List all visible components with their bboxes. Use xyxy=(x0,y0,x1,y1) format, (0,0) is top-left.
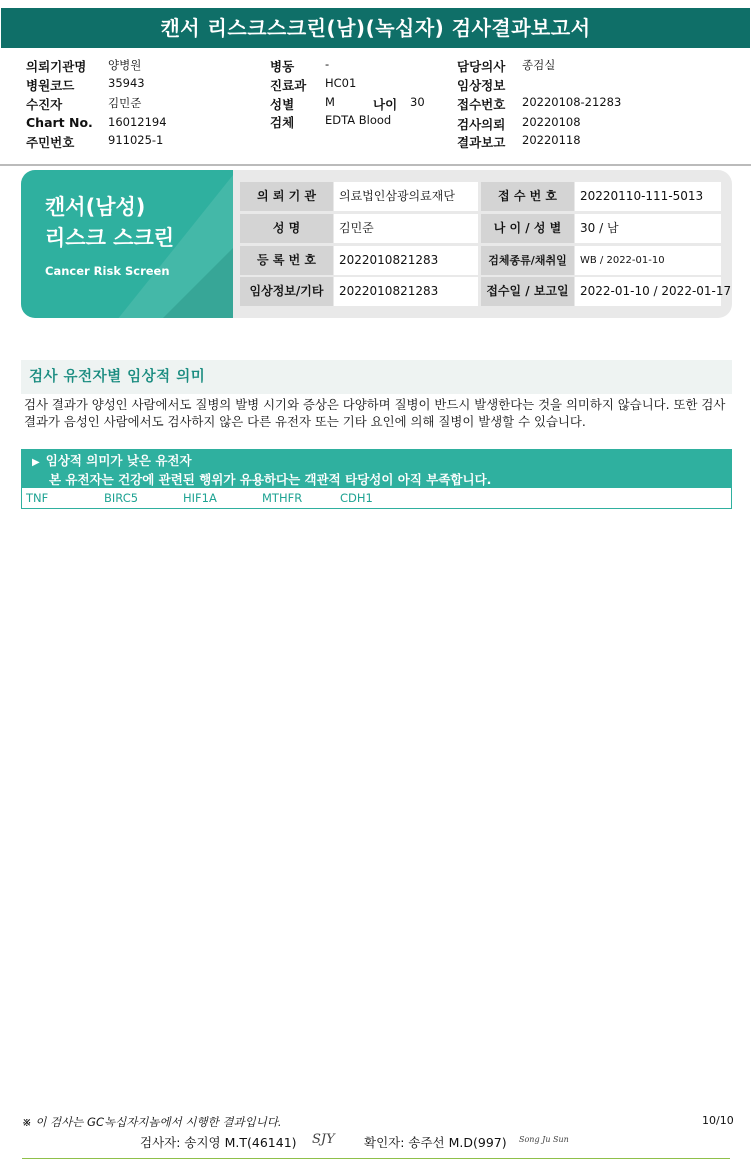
info-row-sex xyxy=(270,95,335,113)
card-title xyxy=(45,192,174,254)
card-label-name: 성 명 xyxy=(240,214,333,243)
gene-item: TNF xyxy=(26,491,49,505)
footer-note: ※ 이 검사는 GC녹십자지놈에서 시행한 결과입니다. xyxy=(22,1115,282,1129)
info-label: 나이 xyxy=(373,97,398,112)
card-label-dates: 접수일 / 보고일 xyxy=(481,277,574,306)
gene-group-description: 본 유전자는 건강에 관련된 행위가 유용하다는 객관적 타당성이 아직 부족합니다. xyxy=(49,472,492,487)
card-value-name: 김민준 xyxy=(334,214,478,243)
info-value: 20220108 xyxy=(522,115,581,129)
info-row-clinical-info xyxy=(457,76,505,94)
info-row-doctor xyxy=(457,57,556,75)
card-subtitle: Cancer Risk Screen xyxy=(45,264,170,278)
info-label: 병원코드 xyxy=(26,78,75,93)
info-value: HC01 xyxy=(325,76,357,90)
info-value: - xyxy=(325,57,330,71)
section-description: 검사 결과가 양성인 사람에서도 질병의 발병 시기와 증상은 다양하며 질병이 반드시 발생한다는 것을 의미하지 않습니다. 또한 검사 결과가 음성인 사람에서도 검사하지 않은 다른 유전자 또는 기타 요인에 의해 질병이 발생할 수 있습니다. xyxy=(24,397,726,429)
info-row-receipt-no xyxy=(457,95,622,113)
card-label-age-sex: 나 이 / 성 별 xyxy=(481,214,574,243)
info-row-hospital-code xyxy=(26,76,145,94)
info-value: EDTA Blood xyxy=(325,113,392,127)
card-value-clinical: 2022010821283 xyxy=(334,277,478,306)
gene-item: BIRC5 xyxy=(104,491,139,505)
card-label-specimen: 검체종류/채취일 xyxy=(481,246,574,275)
section-title: 검사 유전자별 임상적 의미 xyxy=(21,360,732,394)
info-value: 20220118 xyxy=(522,133,581,147)
info-label: 검사의뢰 xyxy=(457,117,506,132)
card-value-dates: 2022-01-10 / 2022-01-17 xyxy=(575,277,721,306)
card-label-clinical: 임상정보/기타 xyxy=(240,277,333,306)
info-label: 진료과 xyxy=(270,78,307,93)
info-label: 병동 xyxy=(270,59,295,74)
info-row-age xyxy=(373,95,425,113)
info-label: 성별 xyxy=(270,97,295,112)
info-value: 양병원 xyxy=(108,58,142,72)
info-label: 의뢰기관명 xyxy=(26,59,87,74)
card-label-receipt-no: 접 수 번 호 xyxy=(481,182,574,211)
tester-signature: SJY xyxy=(312,1132,335,1147)
card-value-reg-no: 2022010821283 xyxy=(334,246,478,275)
footer-divider xyxy=(22,1158,730,1159)
gene-group-title: 임상적 의미가 낮은 유전자 xyxy=(45,453,192,468)
card-label-institution: 의 뢰 기 관 xyxy=(240,182,333,211)
card-value-institution: 의료법인삼광의료재단 xyxy=(334,182,478,211)
info-row-department xyxy=(270,76,357,94)
info-label: 결과보고 xyxy=(457,135,506,150)
info-row-ward xyxy=(270,57,330,75)
card-label-reg-no: 등 록 번 호 xyxy=(240,246,333,275)
info-row-hospital xyxy=(26,57,142,75)
card-value-age-sex: 30 / 남 xyxy=(575,214,721,243)
gene-item: MTHFR xyxy=(262,491,303,505)
info-label: 담당의사 xyxy=(457,59,506,74)
info-row-specimen xyxy=(270,113,392,131)
info-value: 30 xyxy=(410,95,425,109)
info-label: 임상정보 xyxy=(457,78,506,93)
report-title: 캔서 리스크스크린(남)(녹십자) 검사결과보고서 xyxy=(1,8,750,48)
gene-group-header xyxy=(22,450,731,488)
info-row-report-date xyxy=(457,133,581,151)
info-label: Chart No. xyxy=(26,115,93,130)
info-row-resident-no xyxy=(26,133,164,151)
card-title-line2: 리스크 스크린 xyxy=(45,226,175,250)
confirmer-name: 확인자: 송주선 M.D(997) xyxy=(364,1135,507,1150)
gene-group-box xyxy=(21,449,732,509)
card-value-specimen: WB / 2022-01-10 xyxy=(575,246,721,275)
info-row-chart-no xyxy=(26,115,167,130)
info-value: 911025-1 xyxy=(108,133,164,147)
info-row-patient xyxy=(26,95,142,113)
info-label: 수진자 xyxy=(26,97,63,112)
info-value: 김민준 xyxy=(108,96,142,110)
info-label: 접수번호 xyxy=(457,97,506,112)
confirmer-signature: Song Ju Sun xyxy=(519,1135,569,1144)
card-value-receipt-no: 20220110-111-5013 xyxy=(575,182,721,211)
card-title-line1: 캔서(남성) xyxy=(45,195,146,219)
info-value: 20220108-21283 xyxy=(522,95,622,109)
info-value: 종검실 xyxy=(522,58,556,72)
info-row-request-date xyxy=(457,115,581,133)
page-number: 10/10 xyxy=(702,1114,734,1127)
gene-item: HIF1A xyxy=(183,491,217,505)
patient-info-block xyxy=(0,50,751,166)
gene-item: CDH1 xyxy=(340,491,373,505)
info-label: 주민번호 xyxy=(26,135,75,150)
triangle-right-icon: ▶ xyxy=(32,457,40,468)
info-value: 35943 xyxy=(108,76,145,90)
info-value: M xyxy=(325,95,335,109)
tester-name: 검사자: 송지영 M.T(46141) xyxy=(140,1135,297,1150)
info-label: 검체 xyxy=(270,115,295,130)
card-banner xyxy=(21,170,233,318)
summary-card xyxy=(21,170,732,318)
info-value: 16012194 xyxy=(108,115,167,129)
